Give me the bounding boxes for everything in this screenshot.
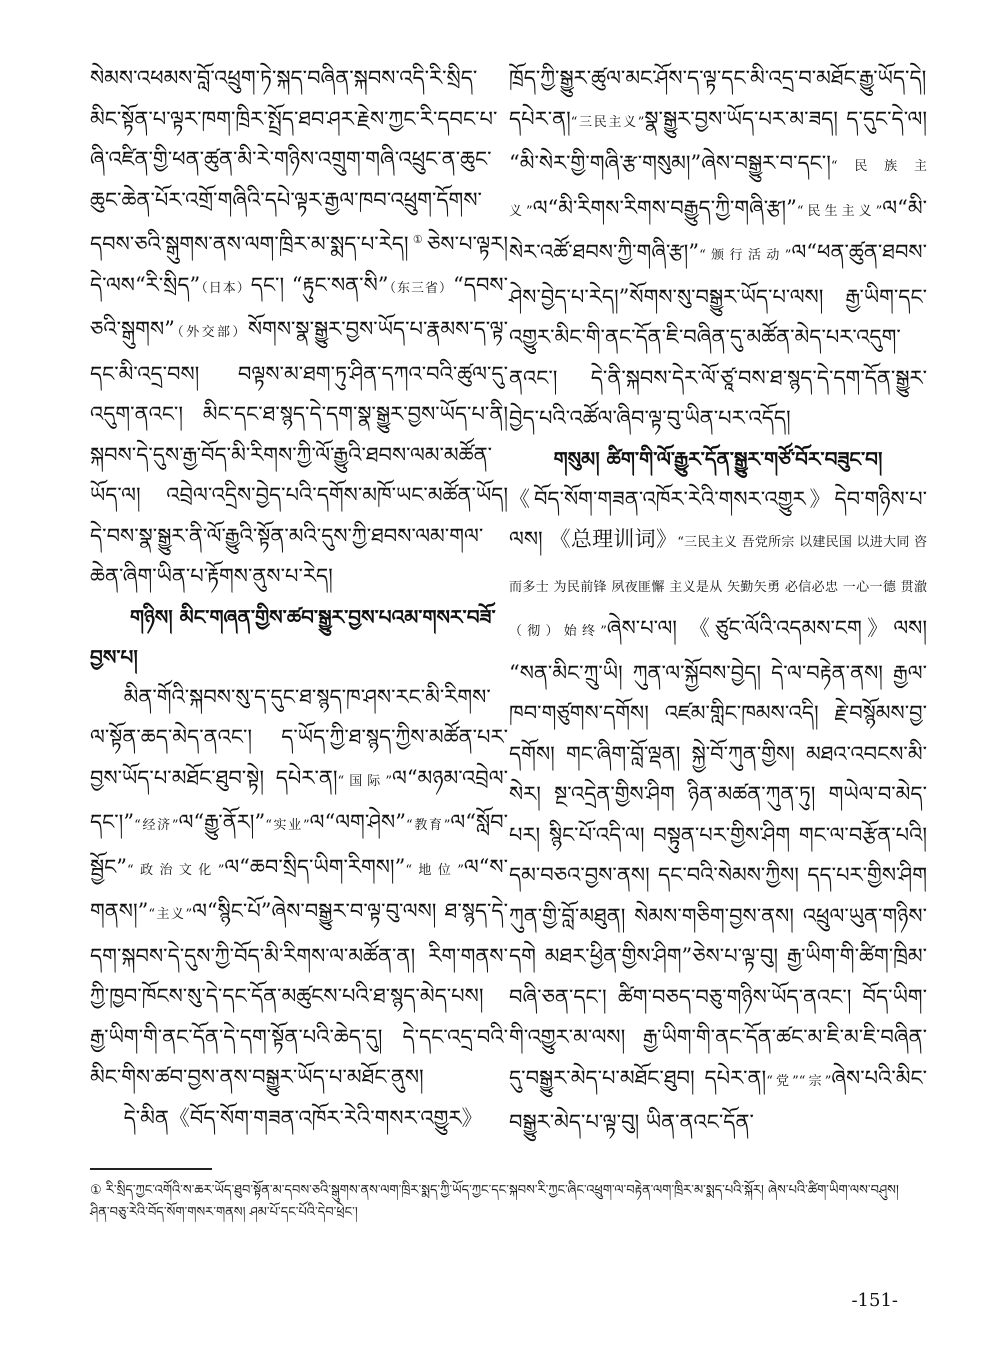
body-paragraph: དེ་མིན《བོད་སོག་གཟན་འཁོར་རེའི་གསར་འགྱུར》 (123, 1105, 483, 1130)
footnote-ref[interactable]: ① (408, 233, 428, 246)
body-paragraph: མིན་གོའི་སྐབས་སུ་ད་དུང་ཐ་སྙད་ཁ་ཤས་རང་མི་རིགས་ལ་སྟོན་ཆད་མེད་ནའང་། ད་ཡོད་ཀྱི་ཐ་སྙད་ཀྱིས་མཚོན་པར་བྱས་ཡོད་པ་མཐོང་ཐུབ་སྟེ། དཔེར་ན།“国际”ལ“མཉམ་འབྲེལ་དང་།”“经济”ལ“རྒྱུ་ནོར།”“实业”ལ“ལག་ཤེས”“教育”ལ“སློབ་སྦྱོང”“政治文化”ལ“ཆབ་སྲིད་ཡིག་རིགས།”“地位”ལ“ས་གནས།”“主义”ལ“སྙིང་པོ”ཞེས་བསྒྱུར་བ་ལྟ་བུ་ལས། ཐ་སྙད་དེ་དག་སྐབས་དེ་དུས་ཀྱི་བོད་མི་རིགས་ལ་མཚོན་ན། རིག་གནས་ཀྱི་ཁྱབ་ཁོངས་སུ་དེ་དང་དོན་མཚུངས་པའི་ཐ་སྙད་མེད་པས། རྒྱ་ཡིག་གི་ནང་དོན་དེ་དག་སྟོན་པའི་ཆེད་དུ། དེ་དང་འདྲ་བའི་མིང་གིས་ཚབ་བྱས་ནས་བསྒྱུར་ཡོད་པ་མཐོང་ནུས། (90, 684, 509, 1089)
footnote-divider (90, 1168, 212, 1170)
footnote: ① རི་སྲིད་ཀྱང་འགོའི་ས་ཆར་ཡོད་ཐུབ་སྟོན་མ་དབས་ཅའི་སྒུགས་ནས་ལག་ཁྲིར་སྨད་ཀྱི་ཡོད་ཀྱང་དང་སྐབས་རི་ཀྱང་ཞིང་འཕྲུག་ལ་བརྟེན་ལག་ཁྲིར་མ་སྨད་པའི་སྐོར། ཞེས་པའི་ཚིག་ཡིག་ལས་བཤུས། ཤིན་བཅུ་རེའི་བོད་སོག་གསར་གནས། ཤམ་པོ་དང་པོའི་དེབ་ཕྲེང་། (90, 1183, 899, 1220)
page-number: -151- (851, 1290, 898, 1311)
body-paragraph: 《བོད་སོག་གཟན་འཁོར་རེའི་གསར་འགྱུར》དེབ་གཉིས་པ་ལས། 《总理训词》“三民主义 吾党所宗 以建民国 以进大同 咨而多士 为民前锋 夙夜匪懈 主义是从 矢勤矢勇 必信必忠 一心一德 贯澈（彻）始终”ཞེས་པ་ལ། 《ཙུང་ལོའི་འདམས་ངག》ལས། “སན་མིང་ཀྲུ་ཡི། ཀུན་ལ་སྐྱོབས་བྱེད། དེ་ལ་བརྟེན་ནས། རྒྱལ་ཁབ་གཙུགས་དགོས། འཛམ་གླིང་ཁམས་འདི། རྗེ་བསྙོམས་བྱ་དགོས། གང་ཞིག་བློ་ལྡན། སྐྱེ་བོ་ཀུན་གྱིས། མཐའ་འབངས་མི་སེར། སྔ་འདྲེན་གྱིས་ཤིག ཉིན་མཚན་ཀུན་ཏུ། གཡེལ་བ་མེད་པར། སྙིང་པོ་འདི་ལ། བསྟུན་པར་གྱིས་ཤིག གང་ལ་བརྩོན་པའི། དམ་བཅའ་བྱས་ནས། དང་བའི་སེམས་ཀྱིས། དད་པར་གྱིས་ཤིག ཀུན་གྱི་བློ་མཐུན། སེམས་གཅིག་བྱས་ནས། འཕྲུལ་ཡུན་གཉིས་དགེ མཐར་ཕྱིན་གྱིས་ཤིག”ཅེས་པ་ལྟ་བུ། རྒྱ་ཡིག་གི་ཚིག་ཁྲིམ་བཞི་ཅན་དང་། ཚིག་བཅད་བཅུ་གཉིས་ཡོད་ནའང་། བོད་ཡིག་གི་འགྱུར་མ་ལས། རྒྱ་ཡིག་གི་ནང་དོན་ཚང་མ་ཇི་མ་ཇི་བཞིན་དུ་བསྒྱུར་མེད་པ་མཐོང་ཐུབ། དཔེར་ན།“党”“宗”ཞེས་པའི་མིང་བསྒྱུར་མེད་པ་ལྟ་བུ། ཡིན་ནའང་དོན་ (509, 486, 928, 1134)
section-heading: གསུམ། ཚིག་གི་ལོ་རྒྱུར་དོན་སྒྱུར་གཙོ་བོར་བཟུང་བ། (553, 446, 883, 471)
left-column (90, 58, 508, 1138)
body-paragraph: སེམས་འཕམས་བློ་འཕྲུག་ཏེ་སྐད་བཞིན་སྐབས་འདི་རི་སྲིད་མིང་སྟོན་པ་ལྟར་ཁག་ཁྲིར་སྤྲོད་ཐབ་ཤར་རྗེས་ཀྱང་རི་དབང་པ་ཞི་འཛིན་གྱི་ཕན་ཚུན་མི་རེ་གཉིས་འགྲུག་གཞི་འཕྲུང་ན་ཆུང་ཆུང་ཆེན་པོར་འགྲོ་གཞིའི་དཔེ་ལྟར་རྒྱལ་ཁབ་འཕྲུག་དོགས་དབས་ཅའི་སྒུགས་ནས་ལག་ཁྲིར་མ་སྨད་པ་རེད།①ཅེས་པ་ལྟར། དེ་ལས“རི་སྲིད”（日本）དང་། “རྟུང་སན་སི”（东三省）“དབས་ཅའི་སྒུགས”（外交部）སོགས་སྣ་སྒྱུར་བྱས་ཡོད་པ་རྣམས་ད་ལྟ་དང་མི་འདྲ་བས། བལྟས་མ་ཐག་ཏུ་ཤིན་དཀའ་བའི་ཚུལ་དུ་འདུག་ནའང་། མིང་དང་ཐ་སྙད་དེ་དག་སྣ་སྒྱུར་བྱས་ཡོད་པ་ནི། སྐབས་དེ་དུས་རྒྱ་བོད་མི་རིགས་ཀྱི་ལོ་རྒྱུའི་ཐབས་ལམ་མཚོན་ཡོད་ལ། འབྲེལ་འདྲིས་བྱེད་པའི་དགོས་མཁོ་ཡང་མཚོན་ཡོད། དེ་བས་སྣ་སྒྱུར་ནི་ལོ་རྒྱུའི་སྟོན་མའི་དུས་ཀྱི་ཐབས་ལམ་གལ་ཆེན་ཞིག་ཡིན་པ་རྟོགས་ནུས་པ་རེད། (90, 66, 508, 588)
right-column (509, 58, 927, 1143)
body-paragraph: ཁྲོད་ཀྱི་སྒྱུར་ཚུལ་མང་ཤོས་ད་ལྟ་དང་མི་འདྲ་བ་མཐོང་རྒྱུ་ཡོད་དེ། དཔེར་ན།“三民主义”སྣ་སྒྱུར་བྱས་ཡོད་པར་མ་ཟད། ད་དུང་དེ་ལ། “མི་སེར་གྱི་གཞི་རྩ་གསུམ།”ཞེས་བསྒྱུར་བ་དང་།“民族主义”ལ“མི་རིགས་རིགས་བརྒྱུད་ཀྱི་གཞི་རྩ།”“民生主义”ལ“མི་སེར་འཚོ་ཐབས་ཀྱི་གཞི་རྩ།”“颁行活动”ལ“ཕན་ཚུན་ཐབས་ཤེས་བྱེད་པ་རེད།”སོགས་སུ་བསྒྱུར་ཡོད་པ་ལས། རྒྱ་ཡིག་དང་འགྱུར་མིང་གི་ནང་དོན་ཇི་བཞིན་དུ་མཚོན་མེད་པར་འདུག་ནའང་། དེ་ནི་སྐབས་དེར་ལོ་ཙཱ་བས་ཐ་སྙད་དེ་དག་དོན་སྒྱུར་བྱེད་པའི་འཚོལ་ཞིབ་ལྟ་བུ་ཡིན་པར་འདོད། (509, 66, 927, 430)
section-heading: གཉིས། མིང་གཞན་གྱིས་ཚབ་སྒྱུར་བྱས་པའམ་གསར་བཟོ་བྱས་པ། (90, 604, 496, 669)
